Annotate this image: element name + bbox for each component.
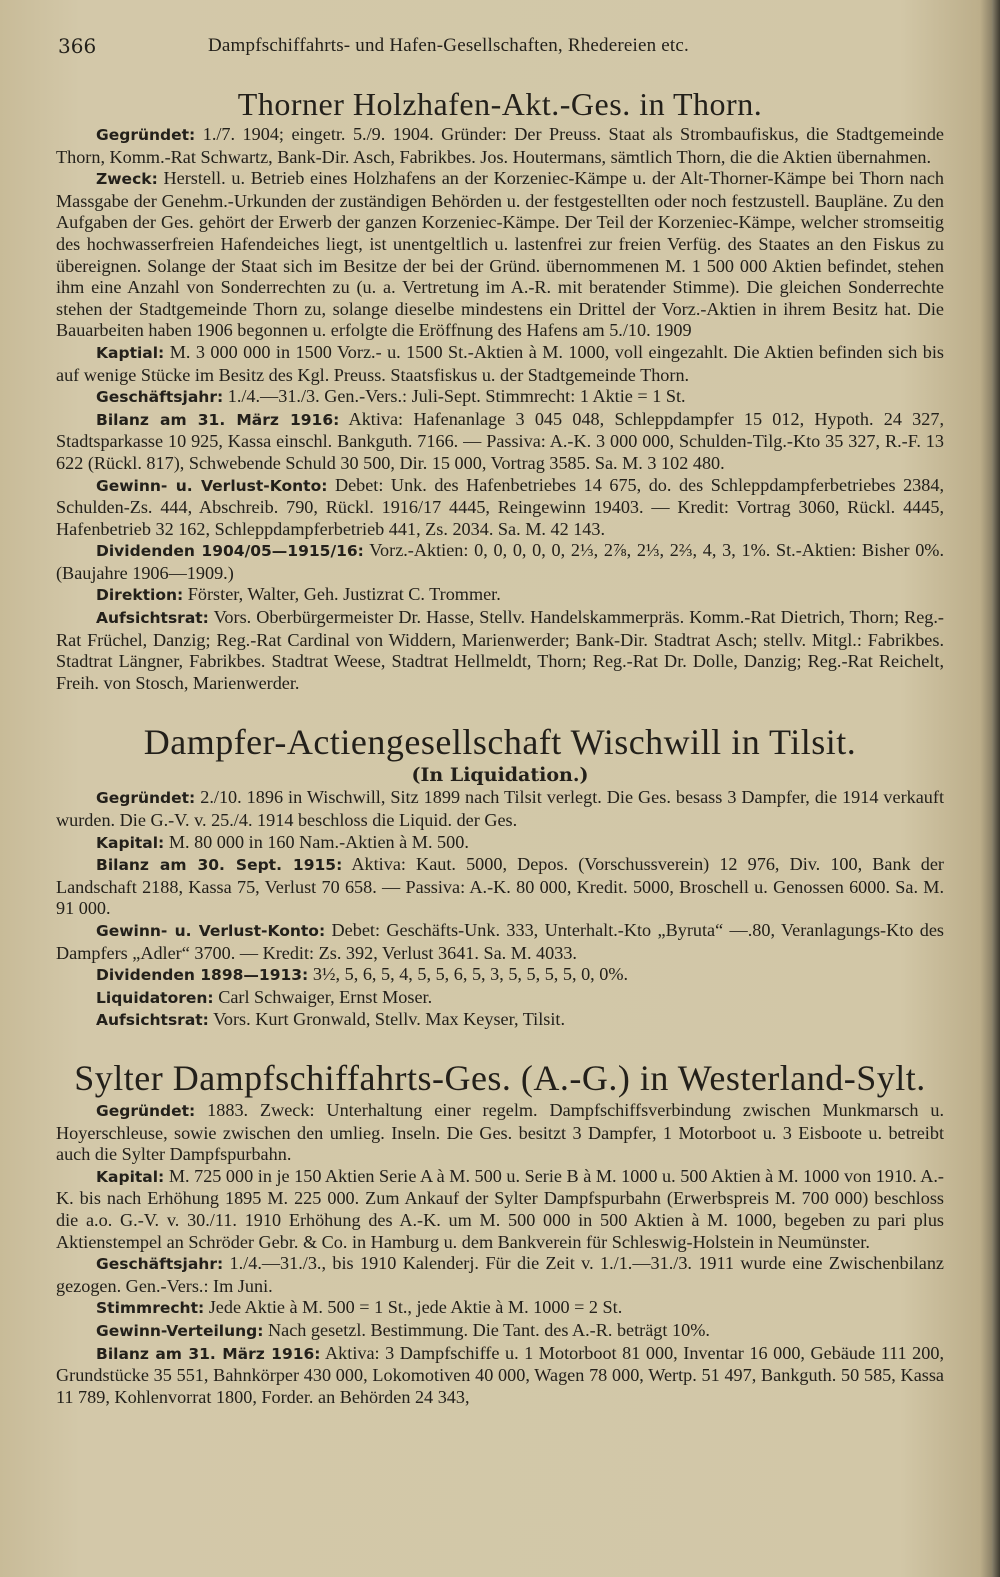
- company-wischwill: [56, 720, 944, 1032]
- running-title: Dampfschiffahrts- und Hafen-Gesellschaften, Rhedereien etc.: [208, 35, 689, 56]
- page-number: 366: [58, 34, 97, 58]
- running-header: [58, 34, 970, 64]
- entry-label: Direktion:: [96, 586, 184, 605]
- entry-label: Bilanz am 31. März 1916:: [96, 1344, 321, 1363]
- entry-bilanz: [56, 1343, 944, 1409]
- entry-text: 1883. Zweck: Unterhaltung einer regelm. Dampfschiffsverbindung zwischen Munkmarsch u. Hoyerschleuse, sowie zwischen den umlieg. Inseln. Die Ges. besitzt 3 Dampfer, 1 Motorboot u. 3 Eisboote u. betreibt auch die Sylter Dampfspurbahn.: [56, 1099, 944, 1165]
- page-edge-shadow: [992, 0, 1000, 1577]
- entry-text: Vors. Kurt Gronwald, Stellv. Max Keyser, Tilsit.: [208, 1009, 566, 1030]
- company-subtitle: (In Liquidation.): [411, 764, 589, 787]
- entry-label: Dividenden 1904/05—1915/16:: [96, 542, 364, 561]
- entry-aufsichtsrat: [56, 1009, 944, 1032]
- entry-gegruendet: [56, 124, 944, 168]
- entry-kapital: [56, 832, 944, 855]
- entry-kapital: [56, 1166, 944, 1253]
- entry-stimmrecht: [56, 1297, 944, 1320]
- entry-text: M. 725 000 in je 150 Aktien Serie A à M. 500 u. Serie B à M. 1000 u. 500 Aktien à M. 1000 von 1910. A.-K. bis nach Erhöhung 1895 M. 225 000. Zum Ankauf der Sylter Dampfspurbahn (Erwerbspreis M. 700 000) beschloss die a.o. G.-V. v. 30./11. 1910 Erhöhung des A.-K. um M. 500 000 in 500 Aktien à M. 1000, begeben zu pari plus Aktienstempel an Schröder Gebr. & Co. in Hamburg u. dem Bankverein für Schleswig-Holstein in Neumünster.: [56, 1165, 944, 1252]
- entry-gewinn-verteilung: [56, 1320, 944, 1343]
- entry-text: Aktiva: Kaut. 5000, Depos. (Vorschussverein) 12 976, Div. 100, Bank der Landschaft 2188, Kassa 75, Verlust 70 658. — Passiva: A.-K. 80 000, Kredit. 5000, Broschell u. Genossen 6000. Sa. M. 91 000.: [56, 854, 944, 919]
- entry-text: Debet: Unk. des Hafenbetriebes 14 675, do. des Schleppdampferbetriebes 2384, Schulden-Zs. 444, Abschreib. 790, Rückl. 1916/17 4445, Reingewinn 19403. — Kredit: Vortrag 3060, Rückl. 4445, Hafenbetrieb 32 162, Schleppdampferbetrieb 441, Zs. 2034. Sa. M. 42 143.: [56, 474, 944, 539]
- entry-label: Gewinn- u. Verlust-Konto:: [96, 476, 328, 495]
- entry-label: Geschäftsjahr:: [96, 1255, 224, 1274]
- entry-label: Gewinn-Verteilung:: [96, 1321, 264, 1340]
- entry-liquidatoren: [56, 987, 944, 1010]
- entry-text: Aktiva: Hafenanlage 3 045 048, Schleppdampfer 15 012, Hypoth. 24 327, Stadtsparkasse 10 925, Kassa einschl. Bankguth. 7166. — Passiva: A.-K. 3 000 000, Schulden-Tilg.-Kto 35 327, R.-F. 13 622 (Rückl. 817), Schwebende Schuld 30 500, Dir. 15 000, Vortrag 3585. Sa. M. 3 102 480.: [56, 408, 945, 473]
- entry-label: Stimmrecht:: [96, 1299, 205, 1318]
- entry-text: 2./10. 1896 in Wischwill, Sitz 1899 nach Tilsit verlegt. Die Ges. besass 3 Dampfer, die 1914 verkauft wurden. Die G.-V. v. 25./4. 1914 beschloss die Liquid. der Ges.: [56, 787, 944, 831]
- entry-text: 1./4.—31./3. Gen.-Vers.: Juli-Sept. Stimmrecht: 1 Aktie = 1 St.: [223, 386, 686, 407]
- company-title: Thorner Holzhafen-Akt.-Ges. in Thorn.: [237, 86, 763, 122]
- company-sylter: [56, 1056, 944, 1408]
- entry-text: Vorz.-Aktien: 0, 0, 0, 0, 0, 2⅓, 2⅞, 2⅓, 2⅔, 4, 3, 1%. St.-Aktien: Bisher 0%. (Baujahre 1906—1909.): [56, 540, 944, 583]
- section-spacer: [56, 694, 944, 720]
- entry-text: Aktiva: 3 Dampfschiffe u. 1 Motorboot 81 000, Inventar 16 000, Gebäude 111 200, Grundstücke 35 551, Bahnkörper 430 000, Lokomotiven 40 000, Wagen 78 000, Wertp. 51 497, Bankguth. 50 585, Kassa 11 789, Kohlenvorrat 1800, Forder. an Behörden 24 343,: [56, 1342, 944, 1407]
- entry-label: Kaptial:: [96, 343, 165, 362]
- entry-label: Liquidatoren:: [96, 988, 214, 1007]
- entry-label: Gegründet:: [96, 126, 196, 144]
- entry-label: Gewinn- u. Verlust-Konto:: [96, 922, 326, 940]
- entry-gewinn-verlust: [56, 475, 944, 541]
- entry-dividenden: [56, 964, 944, 987]
- entry-label: Gegründet:: [96, 789, 196, 808]
- entry-text: 3½, 5, 6, 5, 4, 5, 5, 6, 5, 3, 5, 5, 5, 5, 0, 0%.: [308, 964, 629, 985]
- entry-label: Kapital:: [96, 1167, 165, 1186]
- entry-zweck: [56, 168, 944, 342]
- entry-label: Geschäftsjahr:: [96, 388, 224, 407]
- entry-gegruendet: [56, 787, 944, 831]
- entry-text: Carl Schwaiger, Ernst Moser.: [213, 986, 433, 1007]
- entry-text: Debet: Geschäfts-Unk. 333, Unterhalt.-Kto „Byruta“ —.80, Veranlagungs-Kto des Dampfers „Adler“ 3700. — Kredit: Zs. 392, Verlust 3641. Sa. M. 4033.: [56, 920, 944, 963]
- entry-bilanz: [56, 409, 944, 475]
- entry-gegruendet: [56, 1100, 944, 1166]
- entry-text: 1./7. 1904; eingetr. 5./9. 1904. Gründer: Der Preuss. Staat als Strombaufiskus, die Stadtgemeinde Thorn, Komm.-Rat Schwartz, Bank-Dir. Asch, Fabrikbes. Jos. Houtermans, sämtlich Thorn, die die Aktien übernahmen.: [56, 124, 944, 167]
- company-thorner: [56, 84, 944, 694]
- entry-geschaeftsjahr: [56, 1253, 944, 1297]
- entry-bilanz: [56, 854, 944, 920]
- entry-label: Dividenden 1898—1913:: [96, 966, 309, 985]
- entry-gewinn-verlust: [56, 920, 944, 964]
- entry-aufsichtsrat: [56, 607, 944, 694]
- entry-text: Nach gesetzl. Bestimmung. Die Tant. des A.-R. beträgt 10%.: [263, 1319, 710, 1340]
- company-title: Dampfer-Actiengesellschaft Wischwill in Tilsit.: [143, 722, 857, 763]
- entry-text: Herstell. u. Betrieb eines Holzhafens an der Korzeniec-Kämpe u. der Alt-Thorner-Kämpe bei Thorn nach Massgabe der Genehm.-Urkunden der zuständigen Behörden u. der festgestellten oder noch festzustell. Baupläne. Zu den Aufgaben der Ges. gehört der Erwerb der ganzen Korzeniec-Kämpe. Der Teil der Korzeniec-Kämpe, welcher stromseitig des hochwasserfreien Hafendeiches liegt, ist unentgeltlich u. lastenfrei zur freien Verfüg. des Staates an den Fiskus zu übereignen. Solange der Staat sich im Besitze der bei der Gründ. übernommenen M. 1 500 000 Aktien befindet, stehen ihm eine Anzahl von Sonderrechten zu (u. a. Vertretung im A.-R. mit beratender Stimme). Die gleichen Sonderrechte stehen der Stadtgemeinde Thorn zu, solange dieselbe mindestens ein Drittel der Vorz.-Aktien in ihrem Besitz hat. Die Bauarbeiten haben 1906 begonnen u. erfolgte die Eröffnung des Hafens am 5./10. 1909: [56, 168, 944, 341]
- entry-text: Vors. Oberbürgermeister Dr. Hasse, Stellv. Handelskammerpräs. Komm.-Rat Dietrich, Thorn; Reg.-Rat Früchel, Danzig; Reg.-Rat Cardinal von Widdern, Marienwerder; Bank-Dir. Stadtrat Asch; stellv. Mitgl.: Fabrikbes. Stadtrat Längner, Fabrikbes. Stadtrat Weese, Stadtrat Hellmeldt, Thorn; Reg.-Rat Dr. Dolle, Danzig; Reg.-Rat Reichelt, Freih. von Stosch, Marienwerder.: [56, 607, 944, 693]
- entry-label: Kapital:: [96, 833, 165, 852]
- entry-geschaeftsjahr: [56, 386, 944, 409]
- entry-label: Aufsichtsrat:: [96, 1011, 209, 1030]
- page-content: [56, 84, 944, 1408]
- entry-text: M. 80 000 in 160 Nam.-Aktien à M. 500.: [164, 831, 469, 852]
- entry-text: Förster, Walter, Geh. Justizrat C. Trommer.: [183, 584, 501, 605]
- entry-text: Jede Aktie à M. 500 = 1 St., jede Aktie à M. 1000 = 2 St.: [204, 1297, 623, 1318]
- entry-text: M. 3 000 000 in 1500 Vorz.- u. 1500 St.-Aktien à M. 1000, voll eingezahlt. Die Aktien befinden sich bis auf wenige Stücke im Besitz des Kgl. Preuss. Staatsfiskus u. der Stadtgemeinde Thorn.: [56, 341, 944, 385]
- entry-label: Zweck:: [96, 170, 158, 189]
- entry-text: 1./4.—31./3., bis 1910 Kalenderj. Für die Zeit v. 1./1.—31./3. 1911 wurde eine Zwischenbilanz gezogen. Gen.-Vers.: Im Juni.: [56, 1253, 944, 1296]
- entry-label: Aufsichtsrat:: [96, 609, 209, 628]
- entry-direktion: [56, 584, 944, 607]
- entry-label: Gegründet:: [96, 1101, 196, 1120]
- entry-label: Bilanz am 31. März 1916:: [96, 410, 340, 429]
- company-title: Sylter Dampfschiffahrts-Ges. (A.-G.) in Westerland-Sylt.: [74, 1057, 926, 1098]
- entry-kapital: [56, 342, 944, 386]
- entry-dividenden: [56, 540, 944, 584]
- section-spacer: [56, 1032, 944, 1056]
- entry-label: Bilanz am 30. Sept. 1915:: [96, 856, 343, 875]
